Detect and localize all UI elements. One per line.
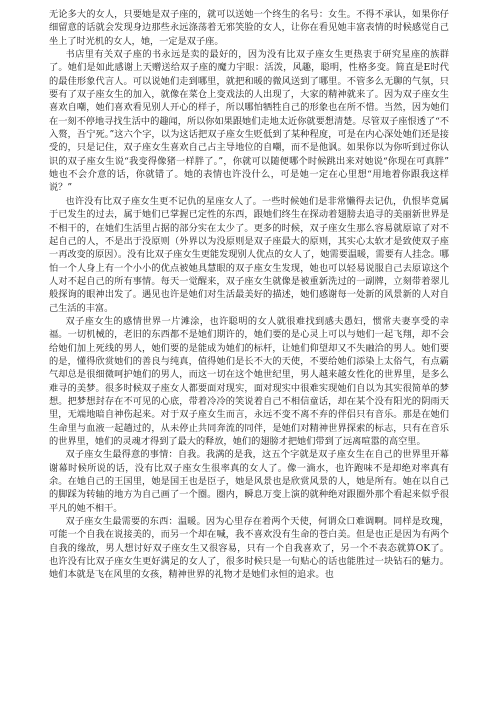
paragraph-needs: 双子座女生最需要的东西：温暖。因为心里存在着两个天使，何谓众口难调啊。同样是玫瑰，可能一个自我在说接美的，而另一个却在喊，我不喜欢没有生命的苍白美。但是也正是因为有两个自我的缘故，男人想讨好双子座女生又很容易，只有一个自我喜欢了，另一个不表态就算OK了。也许没有比双子座女生更好满足的女人了，很多时候只是一句贴心的话也能胜过一块钻石的魅力。她们本就是飞在风里的女孩，精神世界的礼物才是她们永恒的追求。也 (49, 516, 449, 581)
paragraph-intro: 无论多大的女人，只要她是双子座的，就可以送她一个终生的名号：女生。不得不承认，如果你仔细留意的话就会发现身边那些永远涤荡着无邪笑脸的女人，让你在看见她丰富表情的时候感觉自己坐上了时光机的女人，她，一定是双子座。 (49, 9, 449, 47)
paragraph-proudest: 双子座女生最得意的事情：自我。我满的是我，这五个字就是双子座女生在自己的世界里开幕谢幕时候所说的话，没有比双子座女生很率真的女人了。像一滴水，也许跑味不是却绝对率真有余。在她自己的王国里，她是国王也是臣子，她是风景也是欣赏风景的人，她是所有。她在以自己的脚踩为转轴的地方为自己画了一个圈。圈内，瞬息万变上演的就种绝对跟圈外那个看起来似乎很平凡的她不相干。 (49, 449, 449, 514)
paragraph-forgiving: 也许没有比双子座女生更不记仇的星座女人了。一些时候她们是非常懒得去记仇，仇恨毕竟属于已发生的过去，属于她们已掌握已定性的东西，跟她们终生在探动着翅膀去追寻的美丽新世界是不相干的，在她们生活里占据的部分实在太少了。更多的时候，双子座女生那么容易就原谅了对不起自己的人，不是出于没原则（外界以为没原则是双子座最大的原则，其实心太软才是致使双子座一再改变的原因）。没有比双子座女生更能发现别人优点的女人了，她需要温暖，需要有人挂念。哪怕一个人身上有一个小小的优点被她具慧眼的双子座女生发现，她也可以轻易说服自己去原谅这个人对不起自己的所有事情。每天一觉醒来，双子座女生就像是被重新洗过的一副牌，立刻带着翠儿般探询的眼神出发了。遇见也许是她们对生活最美好的描述，她们感谢每一处新的风景新的人对自己生活的丰富。 (49, 195, 449, 314)
document-page (49, 0, 449, 582)
paragraph-emotions: 双子座女生的感情世界一片滩涂，也许聪明的女人就很难找到感夫愚妇，惯常夫妻享受的幸福。一切机械的，老旧的东西都不是她们期许的，她们要的是心灵上可以与她们一起飞翔，却不会给她们加上死线的男人，她们要的是能成为她们的标杆，让她们仰望却又不失融洽的男人。她们要的是，懂得欣赏她们的善良与纯真，值得她们是长不大的天使，不要给她们添染上太俗气，有点霸气却总是很细微呵护她们的男人，而这一切在这个她世纪里，男人越来越女性化的世界里，是多么难寻的美梦。很多时候双子座女人都要面对现实，面对现实中很难实现她们自以为其实很简单的梦想。把梦想封存在不可见的心底，带着冷冷的笑说着自己不相信童话，却在某个没有阳光的阴雨天里，无端地暗自神伤起来。对于双子座女生而言，永远不变不离不弃的伴侣只有音乐。那是在她们生命里与血液一起趟过的，从未停止共同奔流的同伴，是她们对精神世界探索的标志，只有在音乐的世界里，她们的灵魂才得到了最大的释放，她们的翅膀才把她们带到了远离喧嚣的高空里。 (49, 315, 449, 447)
paragraph-bookstore: 书店里有关双子座的书永远是卖的最好的，因为没有比双子座女生更热衷于研究星座的族群了。她们是如此感谢上天赠送给双子座的魔力宇眼：活泼，风趣，聪明，性格多变。简直是E时代的最佳形象代言人。可以说她们走到哪里，就把和暖的微风送到了哪里。不管多么无聊的气氛，只要有了双子座女生的加入，就像在菜仓上变戏法的人出现了，大家的精神就来了。因为双子座女生喜欢自嘲，她们喜欢看见别人开心的样子，所以哪怕牺牲自己的形象也在所不惜。当然，因为她们在一刻不停地寻找生活中的趣闻，所以你如果跟她们走地太近你就要想清楚。尽管双子座恨透了“不入赘，吾宁死。”这六个字，以为这话把双子座女生贬低到了某种程度，可是在内心深处她们还是接受的，只是记住，双子座女生喜欢自己占主导地位的自嘲，而不是他讽。如果你以为你听到过你认识的双子座女生说“我变得像猪一样胖了。”，你就可以随便哪个时候跳出来对她说“你现在可真胖” 她也不会介意的话，你就错了。她的表情也许没什么，可是她一定在心里想“用地着你跟我这样说？” (49, 49, 449, 194)
